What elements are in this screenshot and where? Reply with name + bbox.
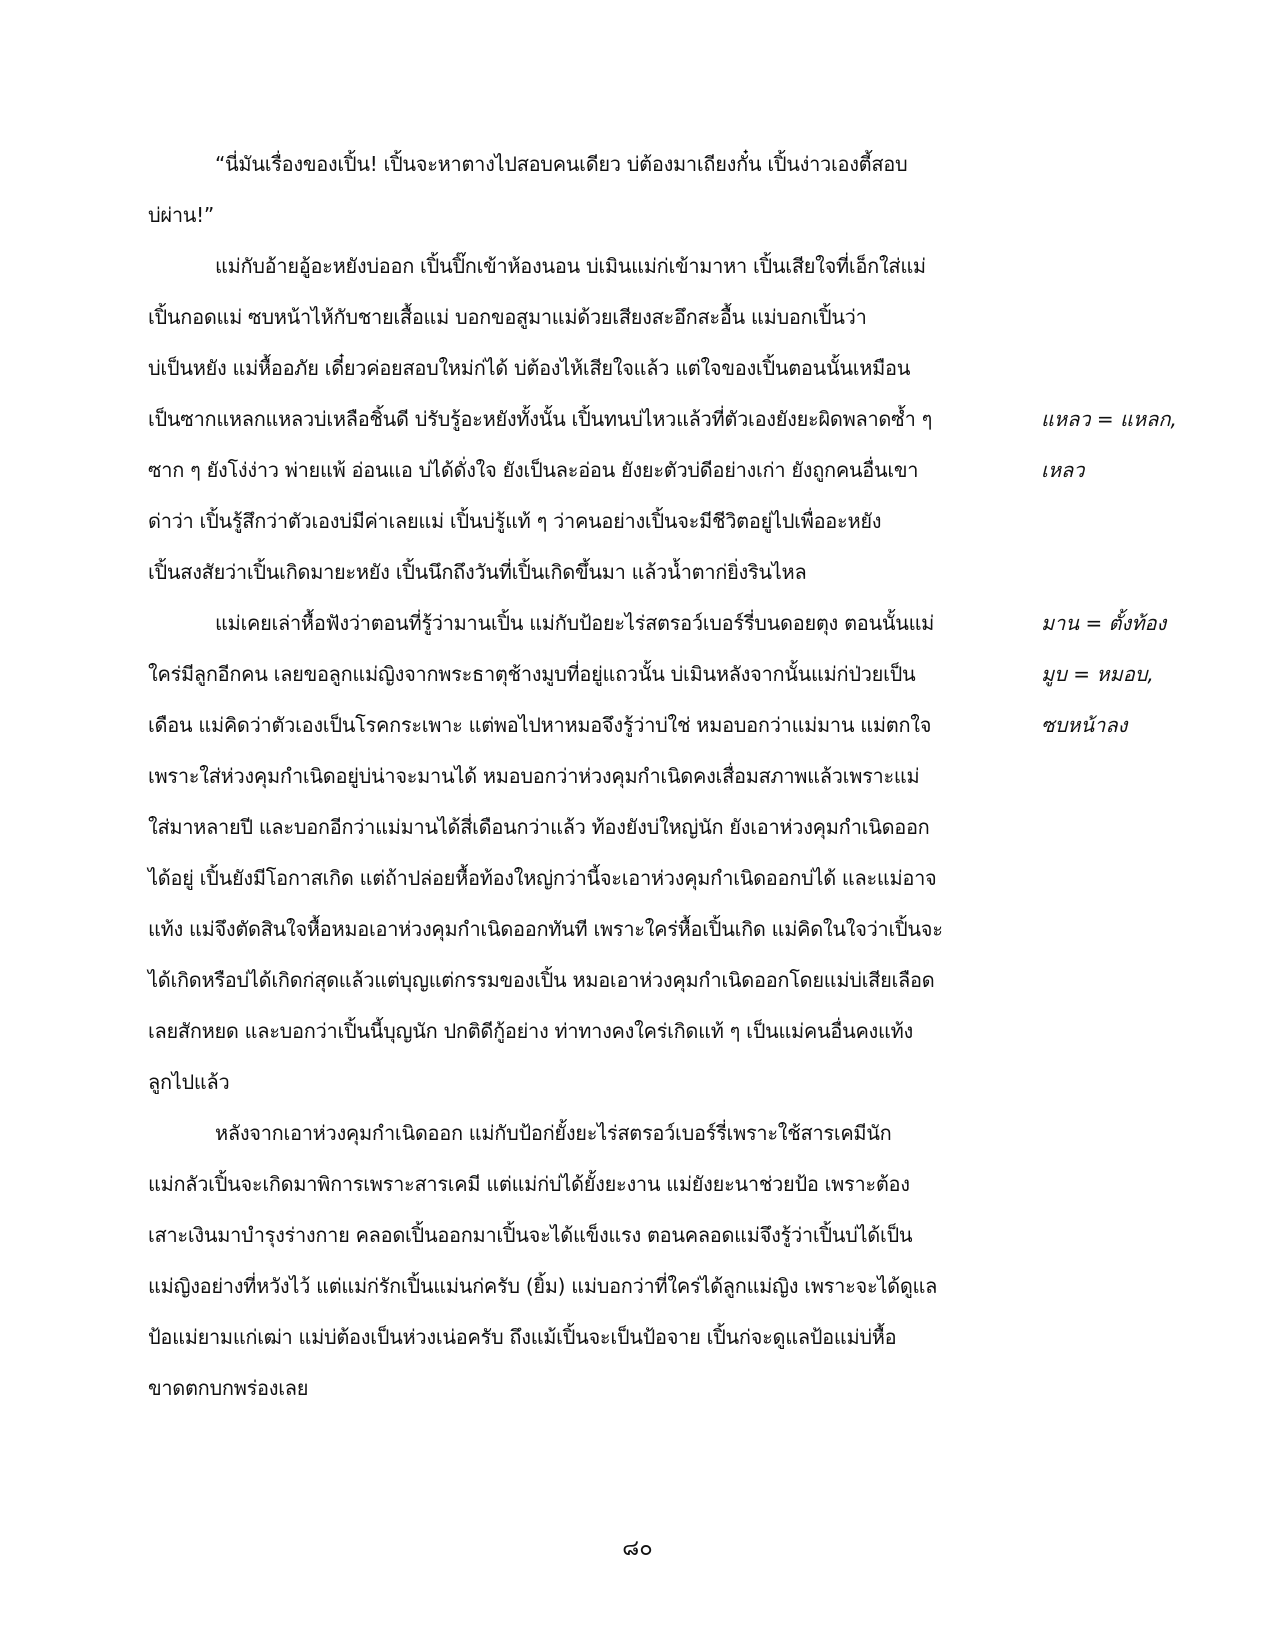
text-line: ด่าว่า เปิ้นรู้สึกว่าตัวเองบ่มีค่าเลยแม่ เปิ้นบ่รู้แท้ ๆ ว่าคนอย่างเปิ้นจะมีชีวิตอยู่ไปเพื่ออะหยัง: [148, 509, 882, 533]
text-line: ขาดตกบกพร่องเลย: [148, 1376, 309, 1400]
text-line: เลยสักหยด และบอกว่าเปิ้นนี้บุญนัก ปกติดีกู้อย่าง ท่าทางคงใคร่เกิดแท้ ๆ เป็นแม่คนอื่นคงแท้ง: [148, 1019, 913, 1043]
gloss-note: แหลว = แหลก,: [1041, 407, 1177, 431]
text-line: เปิ้นกอดแม่ ซบหน้าไห้กับชายเสื้อแม่ บอกขอสูมาแม่ด้วยเสียงสะอึกสะอื้น แม่บอกเปิ้นว่า: [148, 305, 867, 329]
text-line: แม่กับอ้ายอู้อะหยังบ่ออก เปิ้นปิ๊กเข้าห้องนอน บ่เมินแม่ก่เข้ามาหา เปิ้นเสียใจที่เอ็กใส่แม่: [215, 254, 926, 278]
text-line: แท้ง แม่จึงตัดสินใจหื้อหมอเอาห่วงคุมกำเนิดออกทันที เพราะใคร่หื้อเปิ้นเกิด แม่คิดในใจว่าเปิ้นจะ: [148, 917, 943, 941]
text-line: ได้อยู่ เปิ้นยังมีโอกาสเกิด แต่ถ้าปล่อยหื้อท้องใหญ่กว่านี้จะเอาห่วงคุมกำเนิดออกบ่ได้ และแม่อาจ: [148, 866, 937, 890]
text-line: ใส่มาหลายปี และบอกอีกว่าแม่มานได้สี่เดือนกว่าแล้ว ท้องยังบ่ใหญ่นัก ยังเอาห่วงคุมกำเนิดออก: [148, 815, 930, 839]
text-line: แม่กลัวเปิ้นจะเกิดมาพิการเพราะสารเคมี แต่แม่ก่บ่ได้ยั้งยะงาน แม่ยังยะนาช่วยป้อ เพราะต้อง: [148, 1172, 910, 1196]
text-line: เดือน แม่คิดว่าตัวเองเป็นโรคกระเพาะ แต่พอไปหาหมอจึงรู้ว่าบ่ใช่ หมอบอกว่าแม่มาน แม่ตกใจ: [148, 713, 932, 737]
text-line: ได้เกิดหรือบ่ได้เกิดก่สุดแล้วแต่บุญแต่กรรมของเปิ้น หมอเอาห่วงคุมกำเนิดออกโดยแม่บ่เสียเลือด: [148, 968, 935, 992]
text-line: แม่ญิงอย่างที่หวังไว้ แต่แม่ก่รักเปิ้นแม่นก่ครับ (ยิ้ม) แม่บอกว่าที่ใคร่ได้ลูกแม่ญิง เพราะจะได้ดูแล: [148, 1274, 938, 1298]
text-line: บ่เป็นหยัง แม่หื้ออภัย เดี๋ยวค่อยสอบใหม่ก่ได้ บ่ต้องไห้เสียใจแล้ว แต่ใจของเปิ้นตอนนั้นเหมือน: [148, 356, 911, 380]
text-line: ลูกไปแล้ว: [148, 1070, 230, 1094]
text-line: ซาก ๆ ยังโง่ง่าว พ่ายแพ้ อ่อนแอ บ่ได้ดั่งใจ ยังเป็นละอ่อน ยังยะตัวบ่ดีอย่างเก่า ยังถูกคนอื่นเขา: [148, 458, 919, 482]
text-line: “นี่มันเรื่องของเปิ้น! เปิ้นจะหาตางไปสอบคนเดียว บ่ต้องมาเถียงกั๋น เปิ้นง่าวเองตี้สอบ: [215, 152, 908, 176]
gloss-note: ซบหน้าลง: [1041, 713, 1128, 737]
text-line: เสาะเงินมาบำรุงร่างกาย คลอดเปิ้นออกมาเปิ้นจะได้แข็งแรง ตอนคลอดแม่จึงรู้ว่าเปิ้นบ่ได้เป็น: [148, 1223, 913, 1247]
text-line: เป็นซากแหลกแหลวบ่เหลือชิ้นดี บ่รับรู้อะหยังทั้งนั้น เปิ้นทนบ่ไหวแล้วที่ตัวเองยังยะผิดพลาดซ้ำ ๆ: [148, 407, 933, 431]
text-line: แม่เคยเล่าหื้อฟังว่าตอนที่รู้ว่ามานเปิ้น แม่กับป้อยะไร่สตรอว์เบอร์รี่บนดอยตุง ตอนนั้นแม่: [215, 611, 935, 635]
text-line: หลังจากเอาห่วงคุมกำเนิดออก แม่กับป้อก่ยั้งยะไร่สตรอว์เบอร์รี่เพราะใช้สารเคมีนัก: [215, 1121, 892, 1145]
text-line: เปิ้นสงสัยว่าเปิ้นเกิดมายะหยัง เปิ้นนึกถึงวันที่เปิ้นเกิดขึ้นมา แล้วน้ำตาก่ยิ่งรินไหล: [148, 560, 807, 584]
page-number: ๘๐: [622, 1536, 653, 1561]
text-line: ใคร่มีลูกอีกคน เลยขอลูกแม่ญิงจากพระธาตุช้างมูบที่อยู่แถวนั้น บ่เมินหลังจากนั้นแม่ก่ป่วยเป็น: [148, 662, 916, 686]
gloss-note: มูบ = หมอบ,: [1041, 662, 1154, 686]
text-line: บ่ผ่าน!”: [148, 203, 214, 227]
gloss-note: มาน = ตั้งท้อง: [1041, 611, 1167, 635]
text-line: เพราะใส่ห่วงคุมกำเนิดอยู่บ่น่าจะมานได้ หมอบอกว่าห่วงคุมกำเนิดคงเสื่อมสภาพแล้วเพราะแม่: [148, 764, 920, 788]
text-line: ป้อแม่ยามแก่เฒ่า แม่บ่ต้องเป็นห่วงเน่อครับ ถึงแม้เปิ้นจะเป็นป้อจาย เปิ้นก่จะดูแลป้อแม่บ่หื้อ: [148, 1325, 897, 1349]
gloss-note: เหลว: [1041, 458, 1085, 482]
